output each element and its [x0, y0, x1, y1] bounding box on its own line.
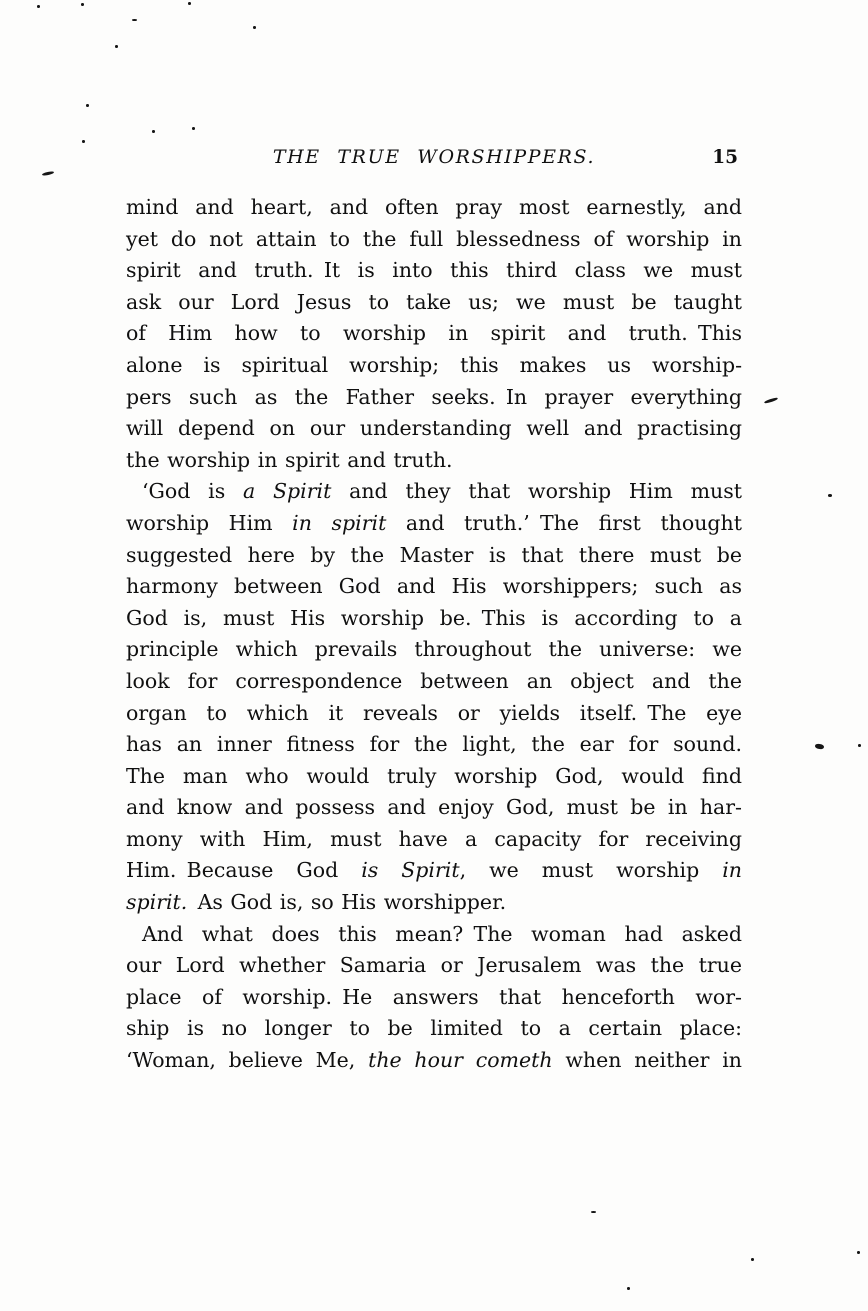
scan-speck	[42, 171, 54, 176]
scan-speck	[751, 1258, 754, 1261]
text-line	[126, 1013, 742, 1045]
paragraph	[126, 919, 742, 1077]
text-segment: spirit and truth. It is into this third class we must	[126, 258, 742, 283]
text-line	[126, 919, 742, 951]
text-line	[126, 603, 742, 635]
text-line	[126, 1045, 742, 1077]
text-segment: suggested here by the Master is that there must be	[126, 542, 742, 567]
body-text	[126, 192, 742, 1077]
scan-speck	[253, 26, 256, 29]
text-segment: our Lord whether Samaria or Jerusalem was the true	[126, 953, 742, 978]
italic-text: in	[722, 858, 742, 883]
text-line	[126, 950, 742, 982]
scan-speck	[132, 19, 137, 21]
text-segment: look for correspondence between an object and the	[126, 668, 742, 693]
scan-speck	[764, 397, 778, 404]
text-segment: organ to which it reveals or yields itself. The eye	[126, 700, 742, 725]
text-segment: the worship in spirit and truth.	[126, 447, 453, 472]
text-line	[126, 792, 742, 824]
scan-speck	[858, 744, 861, 747]
text-segment: when neither in	[552, 1048, 742, 1073]
running-title: THE TRUE WORSHIPPERS.	[272, 146, 596, 168]
scan-speck	[627, 1287, 630, 1290]
text-line	[126, 666, 742, 698]
text-segment: alone is spiritual worship; this makes us worship-	[126, 352, 742, 377]
scan-speck	[192, 127, 195, 130]
text-line	[126, 287, 742, 319]
text-line	[126, 540, 742, 572]
text-segment: As God is, so His worshipper.	[187, 890, 507, 915]
text-line	[126, 887, 742, 919]
text-segment: and they that worship Him must	[331, 479, 742, 504]
text-line	[126, 824, 742, 856]
scan-speck	[152, 130, 155, 133]
text-line	[126, 982, 742, 1014]
text-segment: ask our Lord Jesus to take us; we must be taught	[126, 289, 742, 314]
text-line	[126, 445, 742, 477]
text-line	[126, 761, 742, 793]
scan-speck	[86, 104, 89, 107]
text-segment: of Him how to worship in spirit and truth. This	[126, 321, 742, 346]
text-line	[126, 318, 742, 350]
text-line	[126, 224, 742, 256]
text-line	[126, 382, 742, 414]
scan-speck	[115, 45, 118, 48]
text-segment: God is, must His worship be. This is according to a	[126, 605, 742, 630]
text-segment: place of worship. He answers that henceforth wor-	[126, 984, 742, 1009]
italic-text: the hour cometh	[368, 1048, 553, 1073]
text-segment: And what does this mean? The woman had asked	[142, 921, 742, 946]
text-segment: ‘God is	[142, 479, 243, 504]
text-line	[126, 508, 742, 540]
text-line	[126, 571, 742, 603]
text-line	[126, 476, 742, 508]
text-line	[126, 634, 742, 666]
text-segment: will depend on our understanding well and practising	[126, 416, 742, 441]
text-segment: and know and possess and enjoy God, must be in har-	[126, 795, 742, 820]
page-header	[126, 146, 742, 172]
scan-speck	[37, 5, 40, 8]
text-line	[126, 698, 742, 730]
paragraph	[126, 476, 742, 918]
text-segment: worship Him	[126, 510, 293, 535]
page-number: 15	[712, 147, 738, 168]
text-line	[126, 413, 742, 445]
text-line	[126, 729, 742, 761]
text-line	[126, 255, 742, 287]
scan-speck	[591, 1211, 596, 1213]
text-segment: pers such as the Father seeks. In prayer everything	[126, 384, 742, 409]
text-segment: principle which prevails throughout the universe: we	[126, 637, 742, 662]
scan-speck	[828, 494, 832, 497]
text-segment: harmony between God and His worshippers; such as	[126, 574, 742, 599]
scan-speck	[82, 140, 85, 143]
text-line	[126, 192, 742, 224]
text-segment: mind and heart, and often pray most earnestly, and	[126, 195, 742, 219]
italic-text: in spirit	[292, 510, 387, 535]
scan-speck	[81, 3, 84, 6]
text-segment: ship is no longer to be limited to a certain place:	[126, 1016, 742, 1041]
scan-speck	[857, 1251, 860, 1254]
italic-text: a Spirit	[243, 479, 332, 504]
scan-speck	[815, 743, 825, 749]
text-segment: mony with Him, must have a capacity for receiving	[126, 826, 742, 851]
text-segment: and truth.’ The first thought	[386, 510, 742, 535]
text-segment: has an inner fitness for the light, the ear for sound.	[126, 732, 742, 757]
text-segment: ‘Woman, believe Me,	[126, 1048, 369, 1073]
text-segment: yet do not attain to the full blessedness of worship in	[126, 226, 742, 251]
text-line	[126, 855, 742, 887]
text-segment: Him. Because God	[126, 858, 362, 883]
italic-text: spirit.	[126, 890, 188, 915]
text-segment: The man who would truly worship God, would find	[126, 763, 742, 788]
scan-speck	[188, 2, 191, 5]
text-segment: , we must worship	[459, 858, 723, 883]
paragraph	[126, 192, 742, 476]
text-line	[126, 350, 742, 382]
italic-text: is Spirit	[361, 858, 460, 883]
